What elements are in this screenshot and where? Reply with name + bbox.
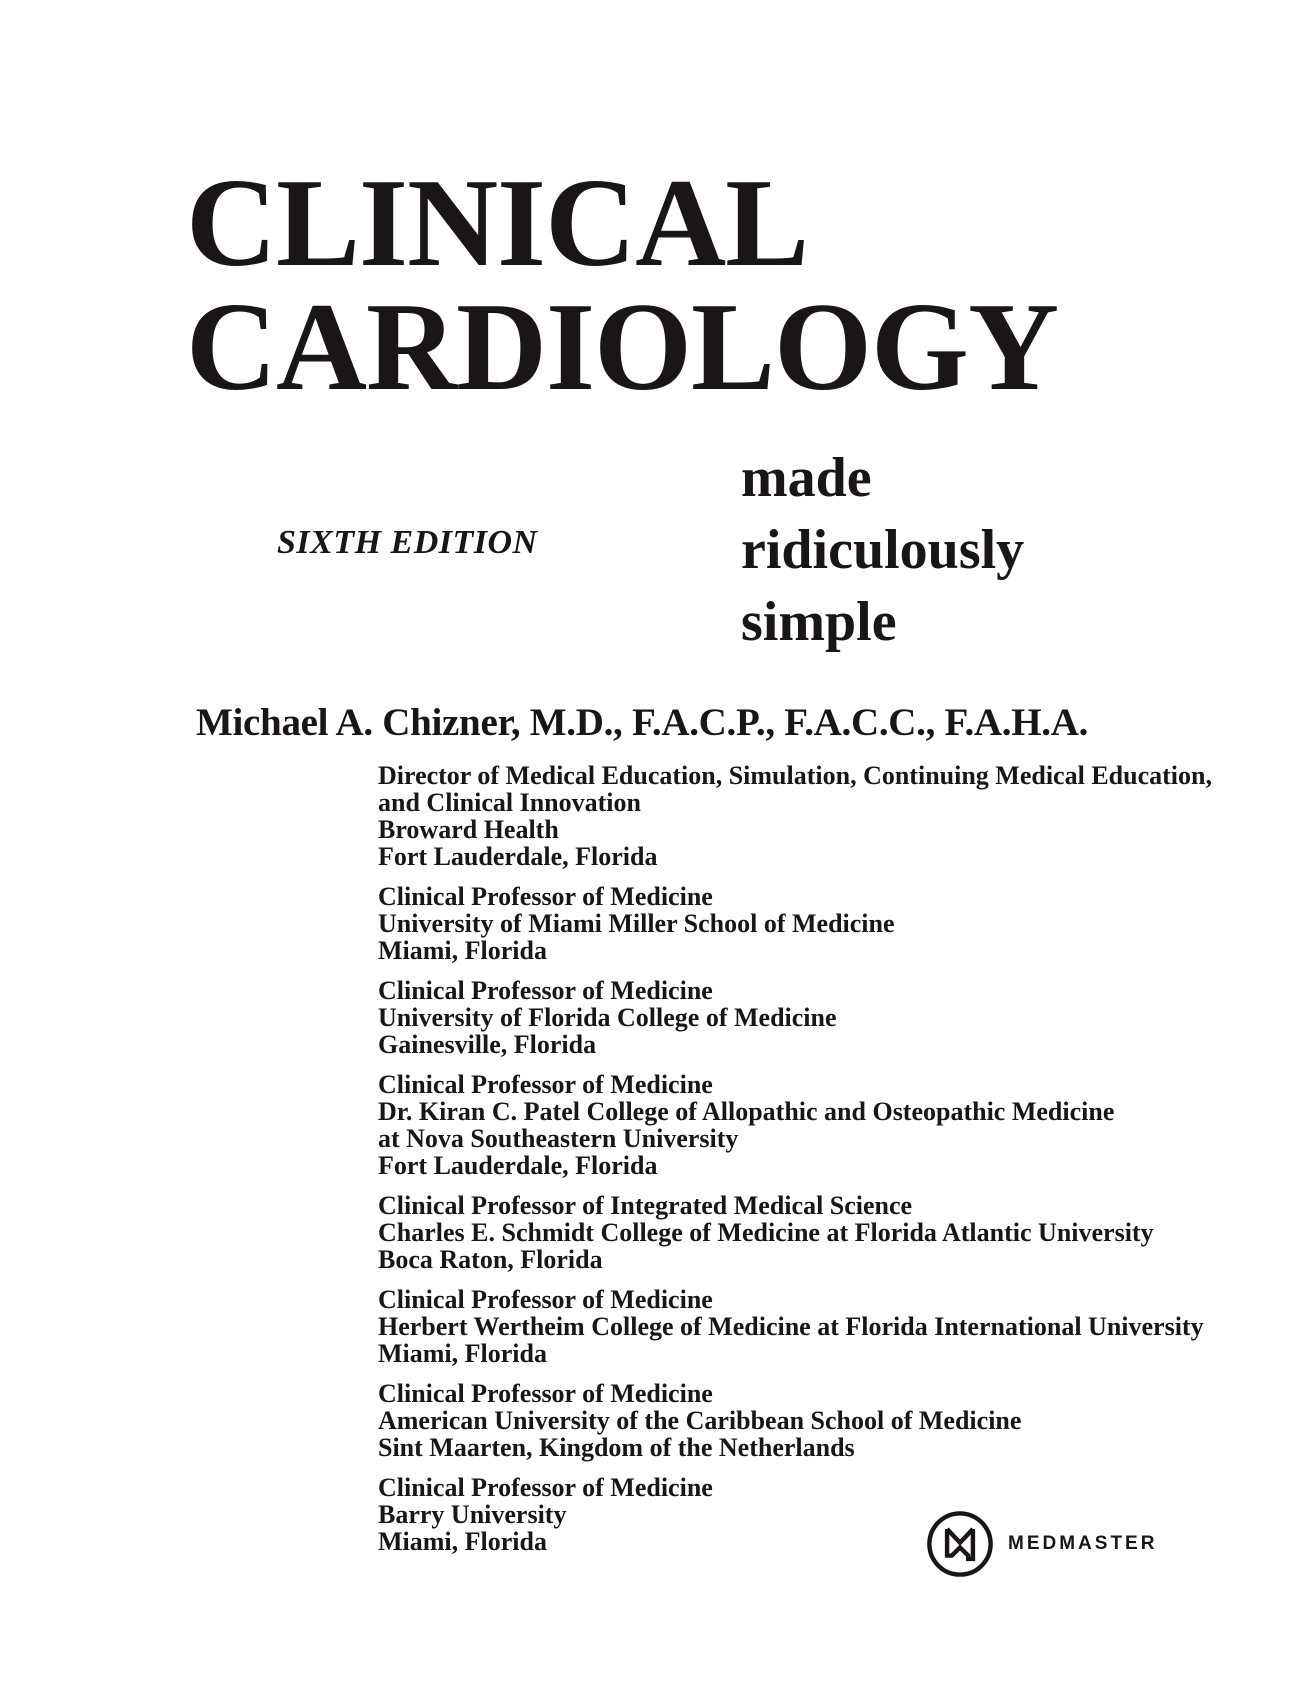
credentials-section: [378, 762, 1212, 1568]
credential-block: [378, 977, 1212, 1058]
credential-line: Clinical Professor of Medicine: [378, 976, 713, 1005]
credential-line: Clinical Professor of Medicine: [378, 1070, 713, 1099]
credential-line: and Clinical Innovation: [378, 788, 641, 817]
title-line-1: CLINICAL: [186, 154, 809, 293]
credential-line: Clinical Professor of Integrated Medical Science: [378, 1191, 913, 1220]
credential-line: American University of the Caribbean School of Medicine: [378, 1406, 1022, 1435]
credential-block: [378, 1286, 1212, 1367]
credential-line: Boca Raton, Florida: [378, 1245, 603, 1274]
author-name: Michael A. Chizner, M.D., F.A.C.P., F.A.C.C., F.A.H.A.: [196, 701, 1089, 744]
tagline-line-1: made: [741, 447, 872, 509]
credential-line: Gainesville, Florida: [378, 1030, 597, 1059]
credential-line: Clinical Professor of Medicine: [378, 1473, 713, 1502]
credential-line: Sint Maarten, Kingdom of the Netherlands: [378, 1433, 855, 1462]
credential-line: Fort Lauderdale, Florida: [378, 1151, 658, 1180]
medmaster-monogram-icon: [926, 1510, 994, 1578]
credential-line: Herbert Wertheim College of Medicine at Florida International University: [378, 1312, 1204, 1341]
credential-line: Director of Medical Education, Simulation, Continuing Medical Education,: [378, 761, 1212, 790]
credential-line: Clinical Professor of Medicine: [378, 1285, 713, 1314]
credential-line: University of Miami Miller School of Medicine: [378, 909, 895, 938]
publisher-logo: [926, 1510, 1157, 1578]
publisher-wordmark: MEDMASTER: [1008, 1533, 1158, 1554]
credential-block: [378, 883, 1212, 964]
credential-line: Fort Lauderdale, Florida: [378, 842, 658, 871]
credential-line: University of Florida College of Medicine: [378, 1003, 837, 1032]
credential-line: Clinical Professor of Medicine: [378, 1379, 713, 1408]
credential-line: Clinical Professor of Medicine: [378, 882, 713, 911]
credential-line: at Nova Southeastern University: [378, 1124, 739, 1153]
tagline: [741, 442, 1024, 658]
tagline-line-2: ridiculously: [741, 519, 1025, 581]
credential-line: Miami, Florida: [378, 1339, 547, 1368]
credential-block: [378, 1071, 1212, 1179]
credential-line: Barry University: [378, 1500, 567, 1529]
credential-line: Miami, Florida: [378, 1527, 547, 1556]
title-line-2: CARDIOLOGY: [186, 278, 1059, 417]
edition-label: SIXTH EDITION: [277, 524, 538, 561]
credential-block: [378, 1380, 1212, 1461]
credential-line: Broward Health: [378, 815, 559, 844]
book-title: [186, 154, 1059, 417]
credential-line: Charles E. Schmidt College of Medicine at Florida Atlantic University: [378, 1218, 1154, 1247]
credential-block: [378, 762, 1212, 870]
tagline-line-3: simple: [741, 591, 897, 653]
credential-block: [378, 1192, 1212, 1273]
credential-line: Miami, Florida: [378, 936, 547, 965]
credential-line: Dr. Kiran C. Patel College of Allopathic and Osteopathic Medicine: [378, 1097, 1115, 1126]
